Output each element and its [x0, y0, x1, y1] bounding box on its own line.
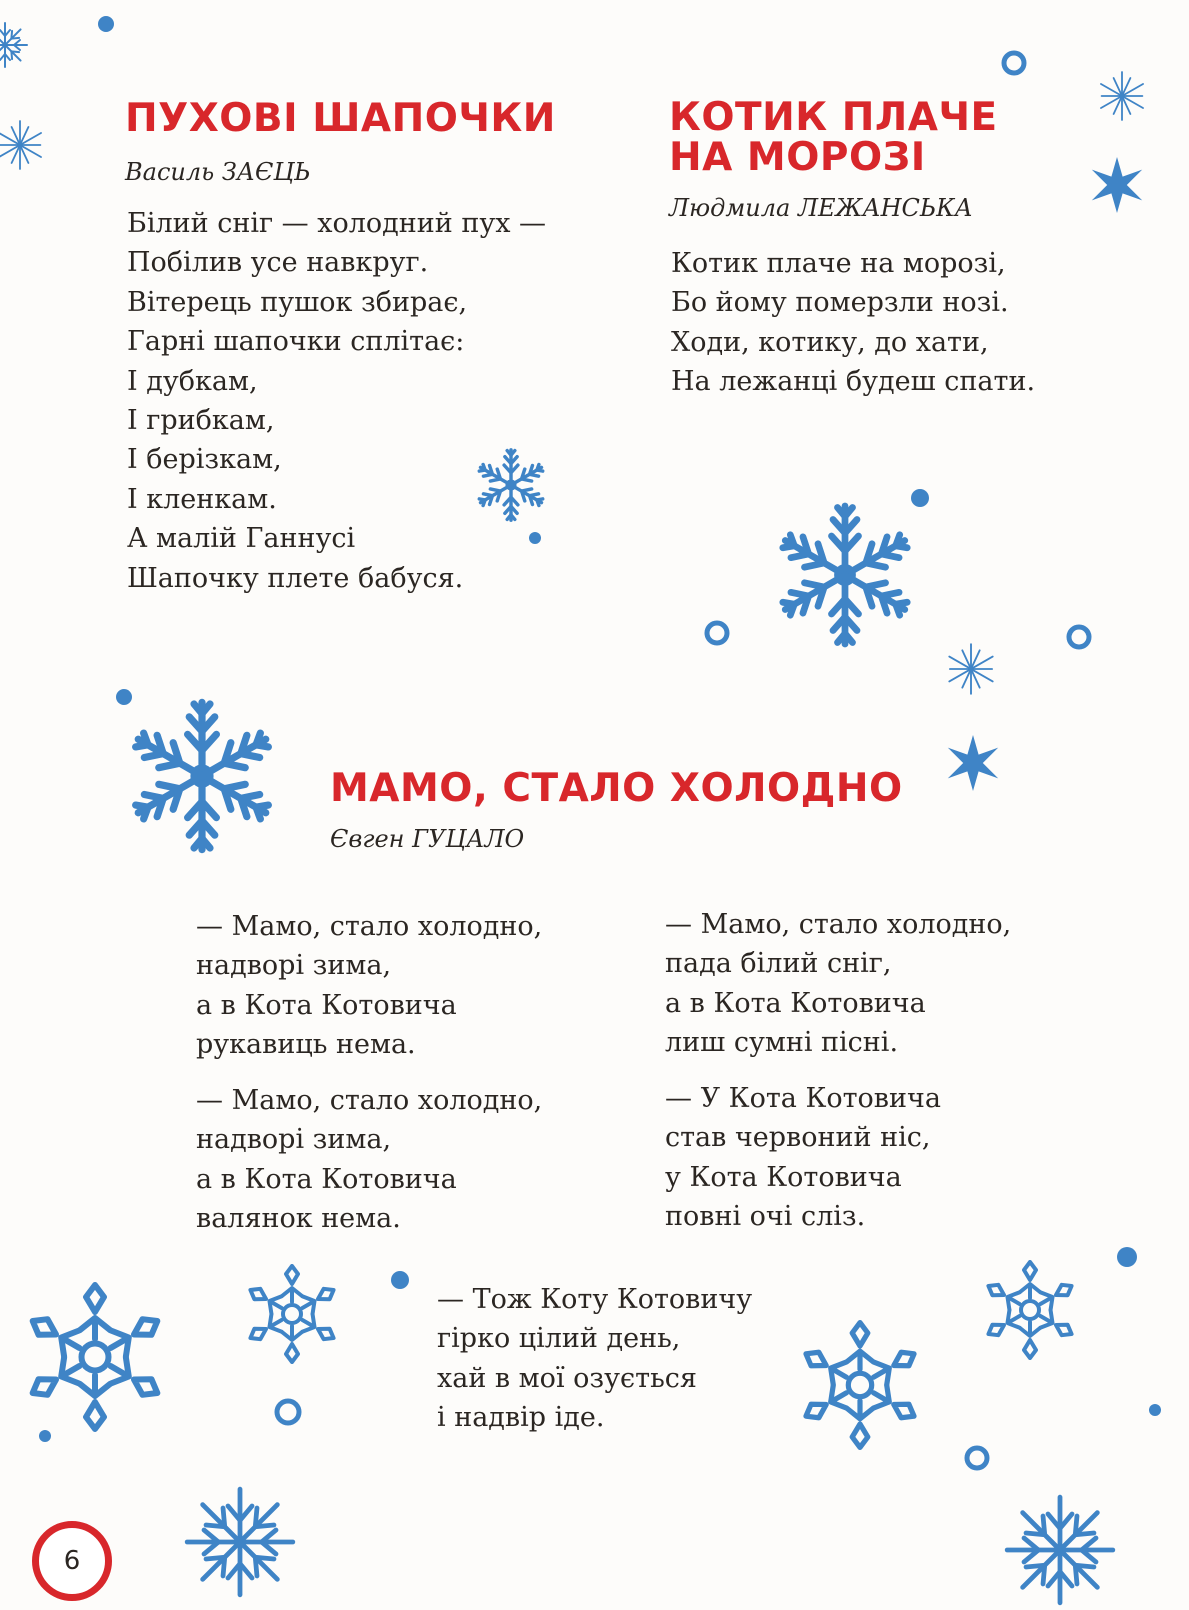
poem-line: — Мамо, стало холодно, — [196, 1085, 543, 1116]
poem-line: Гарні шапочки сплітає: — [127, 326, 465, 358]
poem-line: лиш сумні пісні. — [665, 1027, 899, 1059]
poem-author-hutsalo: Євген ГУЦАЛО — [330, 825, 525, 853]
poem-line: а в Кота Котовича — [196, 1163, 457, 1195]
poem-line: Вітерець пушок збирає, — [127, 286, 468, 318]
poem-line: Ходи, котику, до хати, — [671, 326, 989, 358]
poem-author-lezhanska: Людмила ЛЕЖАНСЬКА — [669, 194, 973, 222]
poem-line: гірко цілий день, — [437, 1323, 681, 1355]
poem-line: пада білий сніг, — [665, 948, 892, 980]
poem-line: хай в мої озується — [437, 1362, 697, 1394]
poem-line: — Мамо, стало холодно, — [665, 909, 1012, 940]
poem-line: Шапочку плете бабуся. — [127, 562, 464, 594]
poem-line: повні очі сліз. — [665, 1201, 866, 1233]
poem-line: А малій Ганнусі — [127, 523, 356, 555]
poem-line: — У Кота Котовича — [665, 1083, 941, 1114]
poem-line: — Тож Коту Котовичу — [437, 1284, 753, 1315]
poem-line: а в Кота Котовича — [665, 987, 926, 1019]
poem-line: надворі зима, — [196, 950, 392, 982]
poem-title-mamo-stalo-kholodno: МАМО, СТАЛО ХОЛОДНО — [330, 766, 903, 811]
poem-line: І дубкам, — [127, 365, 258, 397]
poem-line: Побілив усе навкруг. — [127, 247, 429, 279]
poem-line: Білий сніг — холодний пух — — [127, 208, 547, 239]
poem-line: І берізкам, — [127, 444, 282, 476]
poem-line: став червоний ніс, — [665, 1122, 931, 1154]
poem-line: і надвір іде. — [437, 1402, 605, 1434]
poem-line: На лежанці будеш спати. — [671, 366, 1036, 398]
poem-line: валянок нема. — [196, 1203, 401, 1235]
poem-line: рукавиць нема. — [196, 1029, 416, 1061]
poem-line: І грибкам, — [127, 405, 275, 437]
poem-line: — Мамо, стало холодно, — [196, 911, 543, 942]
poem-title-line: НА МОРОЗІ — [669, 135, 926, 180]
poem-line: І кленкам. — [127, 483, 277, 515]
poem-author-zaiets: Василь ЗАЄЦЬ — [125, 158, 311, 186]
poem-title-pukhovi-shapochky: ПУХОВІ ШАПОЧКИ — [125, 96, 556, 141]
poem-line: надворі зима, — [196, 1124, 392, 1156]
poem-line: Бо йому померзли нозі. — [671, 287, 1009, 319]
page-number-label: 6 — [63, 1546, 81, 1576]
poem-line: а в Кота Котовича — [196, 989, 457, 1021]
page-number — [32, 1521, 112, 1601]
poem-title-line: КОТИК ПЛАЧЕ — [669, 95, 998, 140]
poem-line: Котик плаче на морозі, — [671, 248, 1006, 279]
poem-line: у Кота Котовича — [665, 1161, 902, 1193]
